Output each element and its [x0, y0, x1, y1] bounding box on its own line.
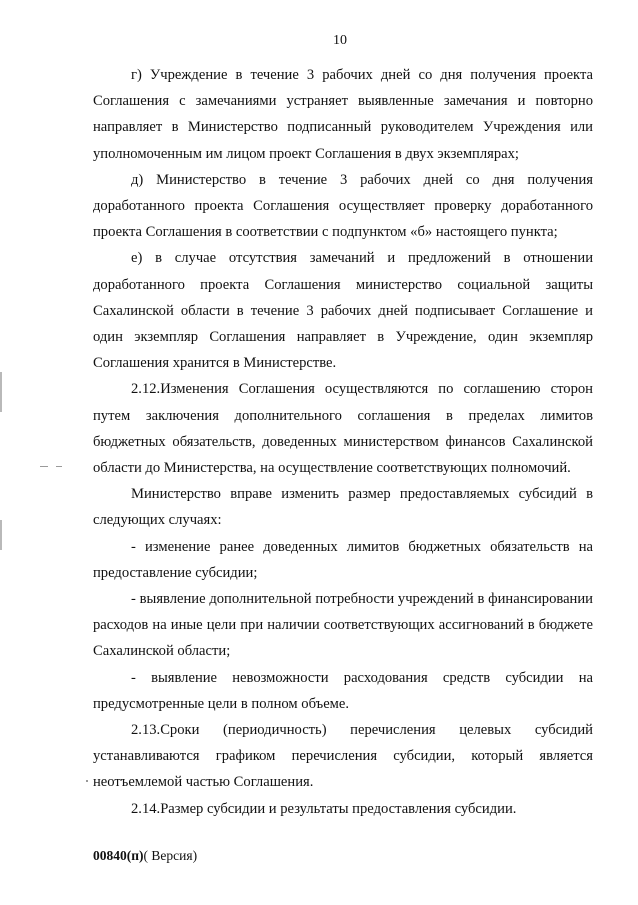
- document-code: 00840(п): [93, 848, 144, 863]
- document-body: [93, 62, 593, 822]
- list-item-limits-change: - изменение ранее доведенных лимитов бюджетных обязательств на предоставление субсидии;: [93, 538, 593, 581]
- scan-artifact-mark: [0, 520, 2, 550]
- document-version: ( Версия): [143, 848, 198, 863]
- paragraph-2-13: 2.13.Сроки (периодичность) перечисления целевых субсидий устанавливаются графиком перечисления субсидии, который является неотъемлемой частью Соглашения.: [93, 722, 593, 791]
- paragraph-item-e: е) в случае отсутствия замечаний и предложений в отношении доработанного проекта Соглашения министерство социальной защиты Сахалинской области в течение 3 рабочих дней подписывает Соглашение и один экземпляр Соглашения направляет в Учреждение, один экземпляр Соглашения хранится в Министерстве.: [93, 250, 593, 372]
- paragraph-2-14: 2.14.Размер субсидии и результаты предоставления субсидии.: [131, 800, 517, 817]
- paragraph-2-12: 2.12.Изменения Соглашения осуществляются по соглашению сторон путем заключения дополнительного соглашения в пределах лимитов бюджетных обязательств, доведенных министерством финансов Сахалинской области до Министерства, на осуществление соответствующих полномочий.: [93, 381, 593, 477]
- paragraph-item-d: д) Министерство в течение 3 рабочих дней со дня получения доработанного проекта Соглашения осуществляет проверку доработанного проекта Соглашения в соответствии с подпунктом «б» настоящего пункта;: [93, 171, 593, 241]
- scan-artifact-dash: [56, 466, 62, 467]
- scan-artifact-dot: [86, 780, 88, 782]
- scan-artifact-mark: [0, 372, 2, 412]
- list-item-impossibility: - выявление невозможности расходования средств субсидии на предусмотренные цели в полном объеме.: [93, 669, 593, 712]
- paragraph-change-cases: Министерство вправе изменить размер предоставляемых субсидий в следующих случаях:: [93, 486, 593, 529]
- document-footer: [93, 848, 197, 864]
- paragraph-item-g: г) Учреждение в течение 3 рабочих дней со дня получения проекта Соглашения с замечаниями устраняет выявленные замечания и повторно направляет в Министерство подписанный руководителем Учреждения или уполномоченным им лицом проект Соглашения в двух экземплярах;: [93, 67, 593, 162]
- scan-artifact-dash: [40, 466, 48, 467]
- page-number: 10: [333, 33, 347, 48]
- list-item-additional-need: - выявление дополнительной потребности учреждений в финансировании расходов на иные цели при наличии соответствующих ассигнований в бюджете Сахалинской области;: [93, 591, 593, 660]
